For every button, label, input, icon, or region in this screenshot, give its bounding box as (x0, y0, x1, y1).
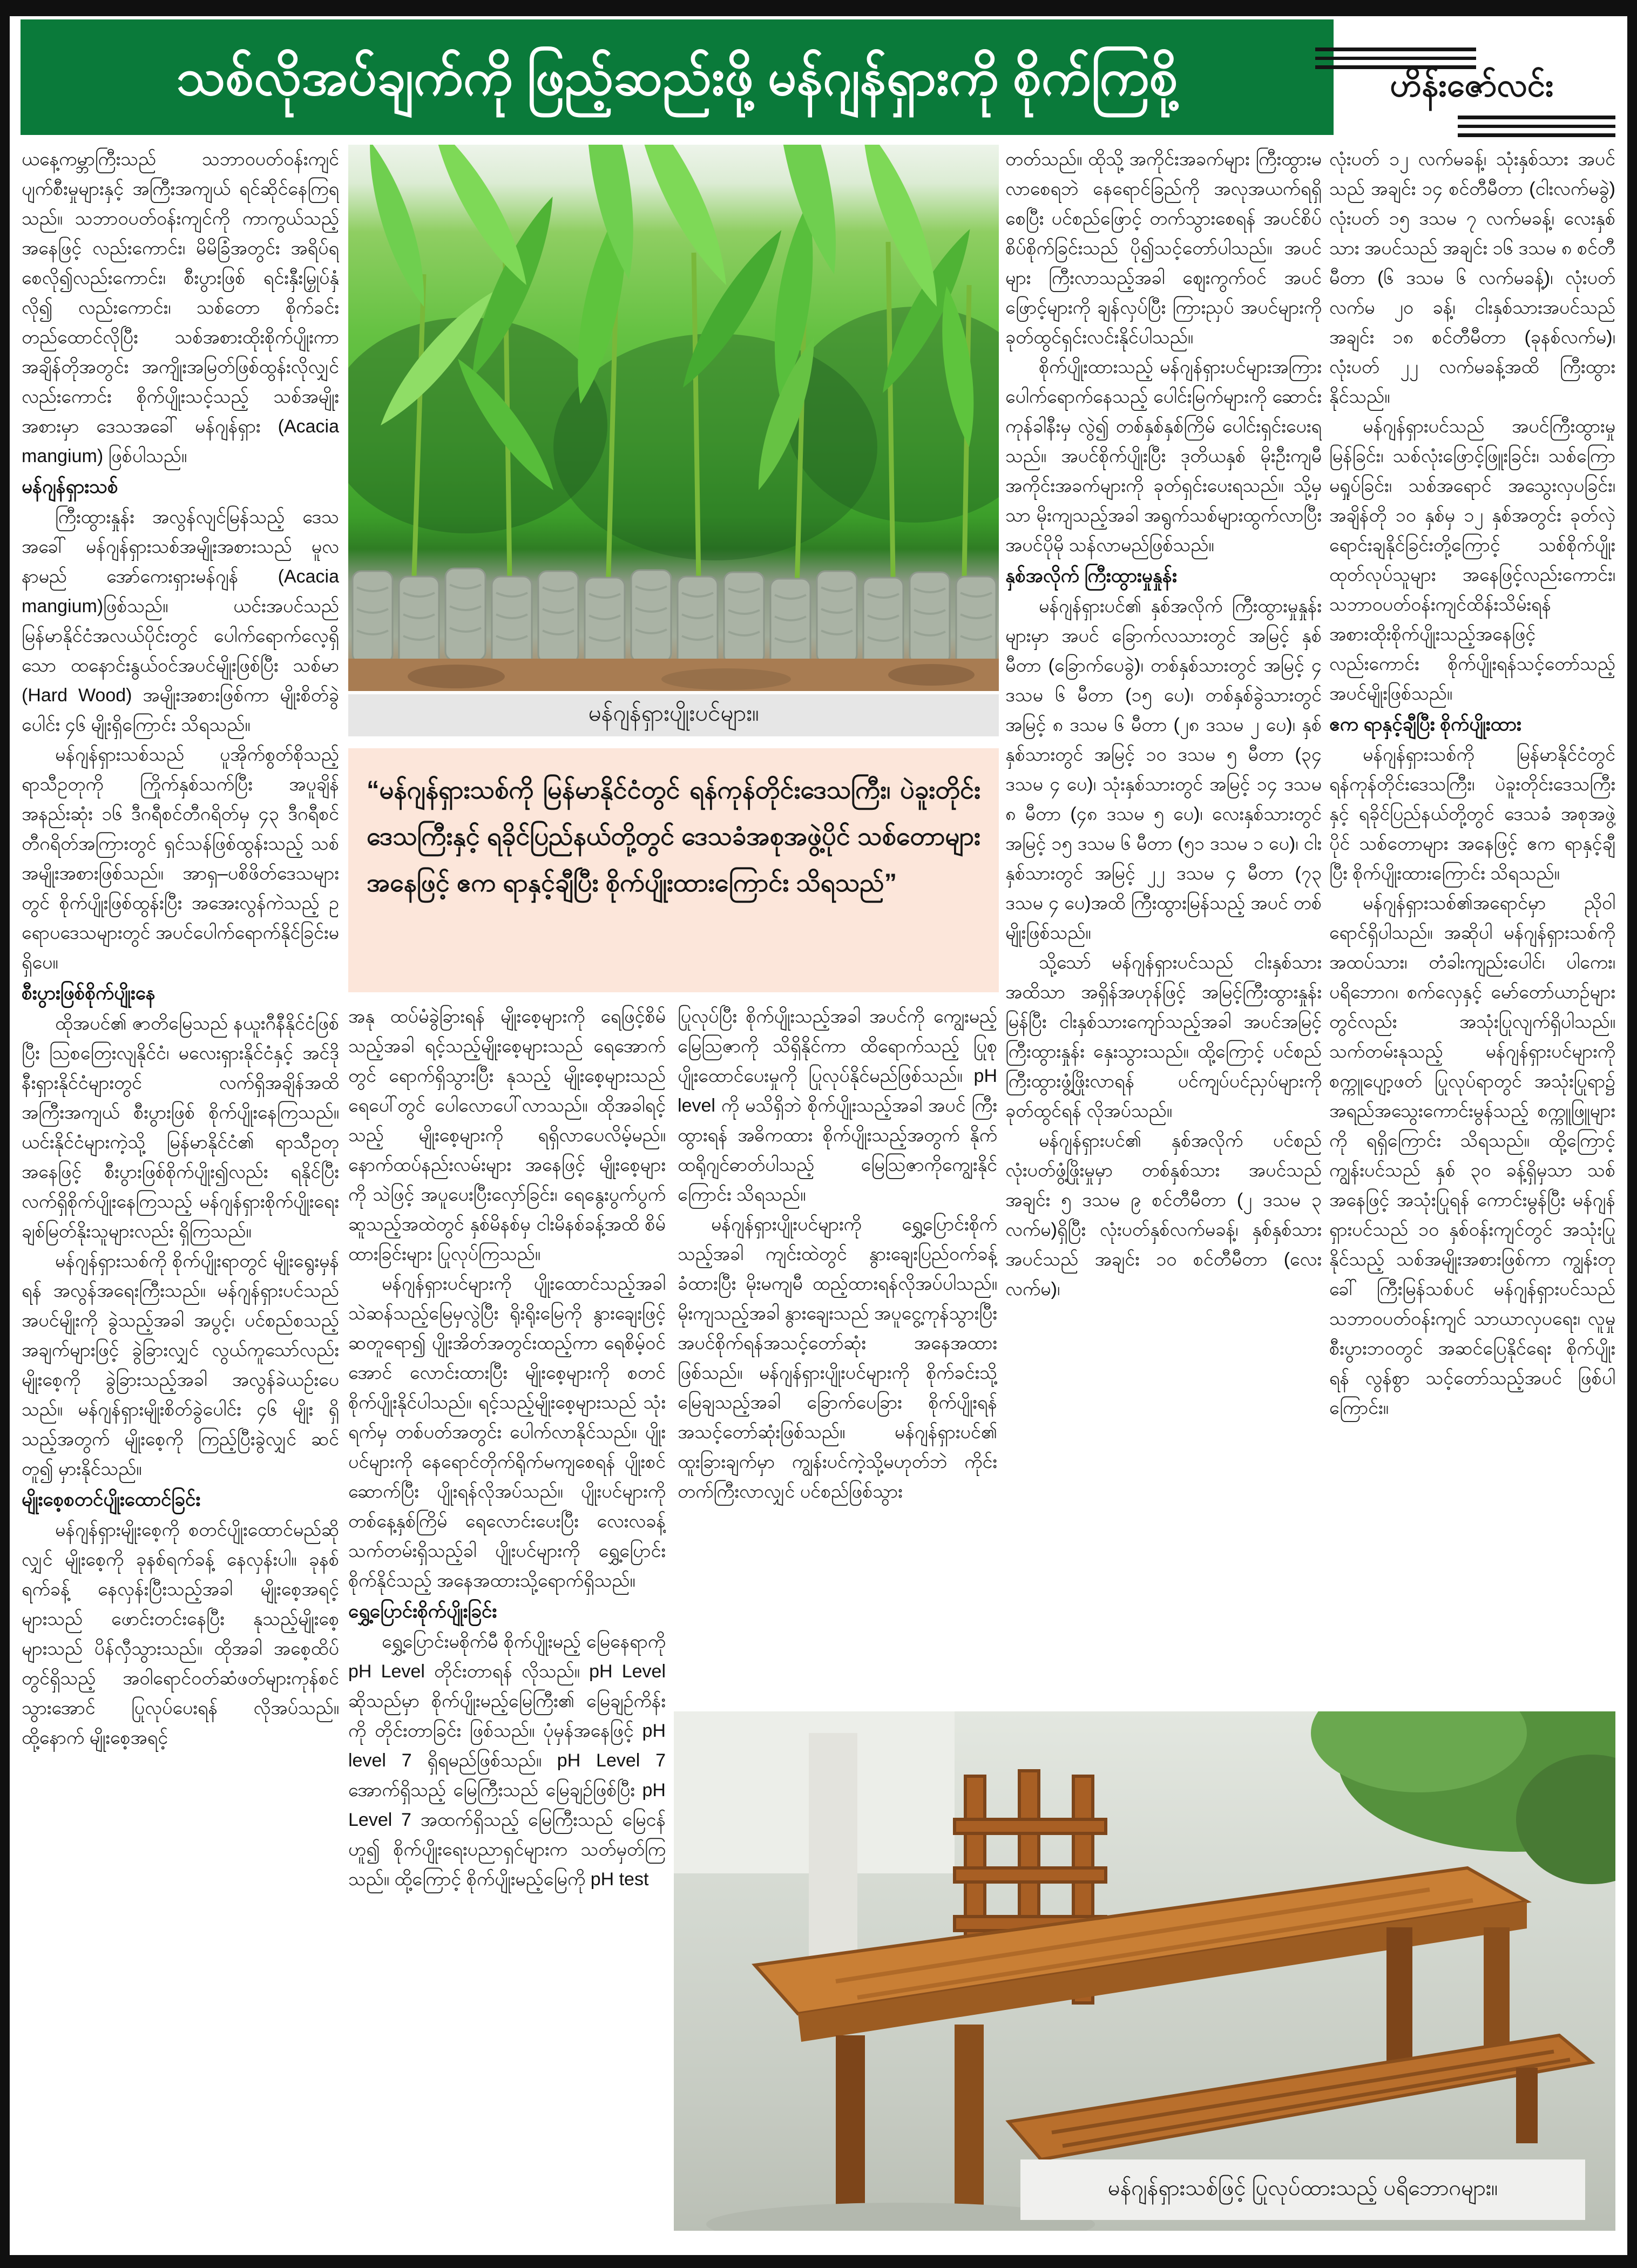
furniture-photo (674, 1711, 1615, 2231)
article-paragraph: မန်ဂျန်ရှားသစ်ကို မြန်မာနိုင်ငံတွင် ရန်ကုန်တိုင်းဒေသကြီး၊ ပဲခူးတိုင်းဒေသကြီးနှင့် ရခိုင်ပြည်နယ်တို့တွင် ဒေသခံ အစုအဖွဲ့ပိုင် သစ်တောများ အနေဖြင့် ဧက ရာနှင့်ချီပြီး စိုက်ပျိုးထားကြောင်း သိရသည်။ (1329, 744, 1615, 884)
article-paragraph: ကြီးထွားနှုန်း အလွန်လျင်မြန်သည့် ဒေသအခေါ် မန်ဂျန်ရှားသစ်အမျိုးအစားသည် မူလနာမည် အော်ကေးရှားမန်ဂျန် (Acacia mangium)ဖြစ်သည်။ ယင်းအပင်သည် မြန်မာနိုင်ငံအလယ်ပိုင်းတွင် ပေါက်ရောက်လေ့ရှိသော ထနောင်းနွယ်ဝင်အပင်မျိုးဖြစ်ပြီး သစ်မာ (Hard Wood) အမျိုးအစားဖြစ်ကာ မျိုးစိတ်ခွဲပေါင်း ၄၆ မျိုးရှိကြောင်း သိရသည်။ (22, 507, 339, 735)
article-paragraph: ယနေ့ကမ္ဘာကြီးသည် သဘာဝပတ်ဝန်းကျင် ပျက်စီးမှုများနှင့် အကြီးအကျယ် ရင်ဆိုင်နေကြရသည်။ သဘာဝပတ်ဝန်းကျင်ကို ကာကွယ်သည့်အနေဖြင့် လည်းကောင်း၊ မိမိခြံအတွင်း အရိပ်ရစေလို၍လည်းကောင်း၊ စီးပွားဖြစ် ရင်းနှီးမြှုပ်နှံလို၍ လည်းကောင်း၊ သစ်တော စိုက်ခင်းတည်ထောင်လိုပြီး သစ်အစားထိုးစိုက်ပျိုးကာ အချိန်တိုအတွင်း အကျိုးအမြတ်ဖြစ်ထွန်းလိုလျှင် လည်းကောင်း စိုက်ပျိုးသင့်သည့် သစ်အမျိုးအစားမှာ ဒေသအခေါ် မန်ဂျန်ရှား (Acacia mangium) ဖြစ်ပါသည်။ (22, 149, 339, 466)
article-paragraph: မန်ဂျန်ရှားပင်၏ နှစ်အလိုက် ကြီးထွားမှုနှုန်းများမှာ အပင် ခြောက်လသားတွင် အမြင့် နှစ်မီတာ (ခြောက်ပေခွဲ)၊ တစ်နှစ်သားတွင် အမြင့် ၄ ဒသမ ၆ မီတာ (၁၅ ပေ)၊ တစ်နှစ်ခွဲသားတွင် အမြင့် ၈ ဒသမ ၆ မီတာ (၂၈ ဒသမ ၂ ပေ)၊ နှစ်နှစ်သားတွင် အမြင့် ၁၀ ဒသမ ၅ မီတာ (၃၄ ဒသမ ၄ ပေ)၊ သုံးနှစ်သားတွင် အမြင့် ၁၄ ဒသမ ၈ မီတာ (၄၈ ဒသမ ၅ ပေ)၊ လေးနှစ်သားတွင် အမြင့် ၁၅ ဒသမ ၆ မီတာ (၅၁ ဒသမ ၁ ပေ)၊ ငါးနှစ်သားတွင် အမြင့် ၂၂ ဒသမ ၄ မီတာ (၇၃ ဒသမ ၄ ပေ)အထိ ကြီးထွားမြန်သည့် အပင် တစ်မျိုးဖြစ်သည်။ (1005, 596, 1322, 943)
byline: ဟိန်းဇော်လင်း (1390, 67, 1554, 103)
article-paragraph: ထိုအပင်၏ ဇာတိမြေသည် နယူးဂီနီနိုင်ငံဖြစ်ပြီး သြစတြေးလျနိုင်ငံ၊ မလေးရှားနိုင်ငံနှင့် အင်ဒိုနီးရှားနိုင်ငံများတွင် လက်ရှိအချိန်အထိ အကြီးအကျယ် စီးပွားဖြစ် စိုက်ပျိုးနေကြသည်။ ယင်းနိုင်ငံများကဲ့သို့ မြန်မာနိုင်ငံ၏ ရာသီဥတုအနေဖြင့် စီးပွားဖြစ်စိုက်ပျိုး၍လည်း ရနိုင်ပြီး လက်ရှိစိုက်ပျိုးနေကြသည့် မန်ဂျန်ရှားစိုက်ပျိုးရေး ချစ်မြတ်နိုးသူများလည်း ရှိကြသည်။ (22, 1013, 339, 1242)
byline-rule-bottom (1458, 116, 1615, 137)
article-paragraph: စိုက်ပျိုးထားသည့် မန်ဂျန်ရှားပင်များအကြား ပေါက်ရောက်နေသည့် ပေါင်းမြက်များကို ဆောင်းကုန်ခါနီးမှ လွဲ၍ တစ်နှစ်နှစ်ကြိမ် ပေါင်းရှင်းပေးရသည်။ အပင်စိုက်ပျိုးပြီး ဒုတိယနှစ် မိုးဦးကျမီ အကိုင်းအခက်များကို ခုတ်ရှင်းပေးရသည်။ သို့မှသာ မိုးကျသည့်အခါ အရွက်သစ်များထွက်လာပြီး အပင်ပိုမို သန်လာမည်ဖြစ်သည်။ (1005, 357, 1322, 556)
seedlings-photo-illustration (348, 145, 999, 691)
article-paragraph: လုံးပတ် ၁၂ လက်မခန့်၊ သုံးနှစ်သား အပင်သည် အချင်း ၁၄ စင်တီမီတာ (ငါးလက်မခွဲ) လုံးပတ် ၁၅ ဒသမ ၇ လက်မခန့်၊ လေးနှစ်သား အပင်သည် အချင်း ၁၆ ဒသမ ၈ စင်တီမီတာ (၆ ဒသမ ၆ လက်မခန့်)၊ လုံးပတ် လက်မ ၂၀ ခန့်၊ ငါးနှစ်သားအပင်သည် အချင်း ၁၈ စင်တီမီတာ (ခုနစ်လက်မ)၊ လုံးပတ် ၂၂ လက်မခန့်အထိ ကြီးထွားနိုင်သည်။ (1329, 149, 1615, 407)
article-paragraph: အနု ထပ်မံခွဲခြားရန် မျိုးစေ့များကို ရေဖြင့်စိမ်သည့်အခါ ရင့်သည့်မျိုးစေ့များသည် ရေအောက်တွင် ရောက်ရှိသွားပြီး နုသည့် မျိုးစေ့များသည် ရေပေါ်တွင် ပေါလောပေါ်လာသည်။ ထိုအခါရင့်သည့် မျိုးစေ့များကို ရရှိလာပေလိမ့်မည်။ နောက်ထပ်နည်းလမ်းများ အနေဖြင့် မျိုးစေ့များကို သဲဖြင့် အပူပေးပြီးလှော်ခြင်း၊ ရေနွေးပွက်ပွက်ဆူသည့်အထဲတွင် နှစ်မိနစ်မှ ငါးမိနစ်ခန့်အထိ စိမ်ထားခြင်းများ ပြုလုပ်ကြသည်။ (348, 1006, 666, 1264)
section-subhead: ရွှေ့ပြောင်းစိုက်ပျိုးခြင်း (348, 1601, 497, 1622)
furniture-photo-illustration (674, 1711, 1615, 2231)
article-paragraph: ပြုလုပ်ပြီး စိုက်ပျိုးသည့်အခါ အပင်ကို ကျွေးမည့် မြေသြဇာကို သိရှိနိုင်ကာ ထိရောက်သည့် ပြုစုပျိုးထောင်ပေးမှုကို ပြုလုပ်နိုင်မည်ဖြစ်သည်။ pH level ကို မသိရှိဘဲ စိုက်ပျိုးသည့်အခါ အပင် ကြီးထွားရန် အဓိကထား စိုက်ပျိုးသည့်အတွက် နိုက်ထရိုဂျင်ဓာတ်ပါသည့် မြေသြဇာကိုကျွေးနိုင်ကြောင်း သိရသည်။ (678, 1006, 997, 1205)
article-paragraph: မန်ဂျန်ရှားသစ်ကို စိုက်ပျိုးရာတွင် မျိုးရွေးမှန်ရန် အလွန်အရေးကြီးသည်။ မန်ဂျန်ရှားပင်သည် အပင်မျိုးကို ခွဲသည့်အခါ အပွင့်၊ ပင်စည်စသည့်အချက်များဖြင့် ခွဲခြားလျှင် လွယ်ကူသော်လည်း မျိုးစေ့ကို ခွဲခြားသည့်အခါ အလွန်ခဲယဉ်းပေသည်။ မန်ဂျန်ရှားမျိုးစိတ်ခွဲပေါင်း ၄၆ မျိုး ရှိသည့်အတွက် မျိုးစေ့ကို ကြည့်ပြီးခွဲလျှင် ဆင်တူ၍ မှားနိုင်သည်။ (22, 1251, 339, 1479)
article-paragraph: ရွှေ့ပြောင်းမစိုက်မီ စိုက်ပျိုးမည့် မြေနေရာကို pH Level တိုင်းတာရန် လိုသည်။ pH Level ဆိုသည်မှာ စိုက်ပျိုးမည့်မြေကြီး၏ မြေချဉ်ကိန်းကို တိုင်းတာခြင်း ဖြစ်သည်။ ပုံမှန်အနေဖြင့် pH level 7 ရှိရမည်ဖြစ်သည်။ pH Level 7 အောက်ရှိသည့် မြေကြီးသည် မြေချဉ်ဖြစ်ပြီး pH Level 7 အထက်ရှိသည့် မြေကြီးသည် မြေငန်ဟူ၍ စိုက်ပျိုးရေးပညာရှင်များက သတ်မှတ်ကြသည်။ ထို့ကြောင့် စိုက်ပျိုးမည့်မြေကို pH test (348, 1631, 666, 1890)
section-subhead: မျိုးစေ့စတင်ပျိုးထောင်ခြင်း (22, 1489, 201, 1510)
article-paragraph: မန်ဂျန်ရှားပင်သည် အပင်ကြီးထွားမှုမြန်ခြင်း၊ သစ်လုံးဖြောင့်ဖြူးခြင်း၊ သစ်ကြောမရှုပ်ခြင်း၊ သစ်အရောင် အသွေးလှပခြင်း၊ အချိန်တို ၁၀ နှစ်မှ ၁၂ နှစ်အတွင်း ခုတ်လှဲရောင်းချနိုင်ခြင်းတို့ကြောင့် သစ်စိုက်ပျိုးထုတ်လုပ်သူများ အနေဖြင့်လည်းကောင်း၊ သဘာဝပတ်ဝန်းကျင်ထိန်းသိမ်းရန် အစားထိုးစိုက်ပျိုးသည့်အနေဖြင့် လည်းကောင်း စိုက်ပျိုးရန်သင့်တော်သည့် အပင်မျိုးဖြစ်သည်။ (1329, 416, 1615, 704)
pull-quote: “မန်ဂျန်ရှားသစ်ကို မြန်မာနိုင်ငံတွင် ရန်ကုန်တိုင်းဒေသကြီး၊ ပဲခူးတိုင်းဒေသကြီးနှင့် ရခိုင်ပြည်နယ်တို့တွင် ဒေသခံအစုအဖွဲ့ပိုင် သစ်တောများအနေဖြင့် ဧက ရာနှင့်ချီပြီး စိုက်ပျိုးထားကြောင်း သိရသည်” (348, 748, 999, 992)
article-paragraph: သို့သော် မန်ဂျန်ရှားပင်သည် ငါးနှစ်သားအထိသာ အရှိန်အဟုန်ဖြင့် အမြင့်ကြီးထွားနှုန်းမြန်ပြီး ငါးနှစ်သားကျော်သည့်အခါ အပင်အမြင့်ကြီးထွားနှုန်း နှေးသွားသည်။ ထို့ကြောင့် ပင်စည်ကြီးထွားဖွံ့ဖြိုးလာရန် ပင်ကျပ်ပင်ညှပ်များကို ခုတ်ထွင်ရန် လိုအပ်သည်။ (1005, 952, 1322, 1121)
article-paragraph: မန်ဂျန်ရှားသစ်သည် ပူအိုက်စွတ်စိုသည့် ရာသီဥတုကို ကြိုက်နှစ်သက်ပြီး အပူချိန်အနည်းဆုံး ၁၆ ဒီဂရီစင်တီဂရိတ်မှ ၄၃ ဒီဂရီစင်တီဂရိတ်အကြားတွင် ရှင်သန်ဖြစ်ထွန်းသည့် သစ်အမျိုးအစားဖြစ်သည်။ အာရှ–ပစိဖိတ်ဒေသများတွင် စိုက်ပျိုးဖြစ်ထွန်းပြီး အအေးလွန်ကဲသည့် ဥရောပဒေသများတွင် အပင်ပေါက်ရောက်နိုင်ခြင်းမရှိပေ။ (22, 744, 339, 973)
seedlings-photo-caption: မန်ဂျန်ရှားပျိုးပင်များ။ (348, 694, 999, 736)
section-subhead: နှစ်အလိုက် ကြီးထွားမှုနှုန်း (1005, 565, 1177, 586)
article-paragraph: မန်ဂျန်ရှားမျိုးစေ့ကို စတင်ပျိုးထောင်မည်ဆိုလျှင် မျိုးစေ့ကို ခုနစ်ရက်ခန့် နေလှန်းပါ။ ခုနစ်ရက်ခန့် နေလှန်းပြီးသည့်အခါ မျိုးစေ့အရင့်များသည် ဖောင်းတင်းနေပြီး နုသည့်မျိုးစေ့များသည် ပိန်လှီသွားသည်။ ထိုအခါ အစေ့ထိပ်တွင်ရှိသည့် အဝါရောင်ဝတ်ဆံဖတ်များကုန်စင်သွားအောင် ပြုလုပ်ပေးရန် လိုအပ်သည်။ ထို့နောက် မျိုးစေ့အရင့် (22, 1520, 339, 1748)
headline-banner (21, 19, 1334, 135)
section-subhead: ဧက ရာနှင့်ချီပြီး စိုက်ပျိုးထား (1329, 714, 1521, 735)
article-column-3 (678, 1002, 997, 1704)
article-paragraph: မန်ဂျန်ရှားပင်များကို ပျိုးထောင်သည့်အခါ သဲဆန်သည့်မြေမှလွဲပြီး ရိုးရိုးမြေကို နွားချေးဖြင့်ဆတူရော၍ ပျိုးအိတ်အတွင်းထည့်ကာ ရေစိမ့်ဝင်အောင် လောင်းထားပြီး မျိုးစေ့များကို စတင်စိုက်ပျိုးနိုင်ပါသည်။ ရင့်သည့်မျိုးစေ့များသည် သုံးရက်မှ တစ်ပတ်အတွင်း ပေါက်လာနိုင်သည်။ ပျိုးပင်များကို နေရောင်တိုက်ရိုက်မကျစေရန် ပျိုးစင်ဆောက်ပြီး ပျိုးရန်လိုအပ်သည်။ ပျိုးပင်များကို တစ်နေ့နှစ်ကြိမ် ရေလောင်းပေးပြီး လေးလခန့်သက်တမ်းရှိသည့်ခါ ပျိုးပင်များကို ရွှေ့ပြောင်းစိုက်နိုင်သည့် အနေအထားသို့ရောက်ရှိသည်။ (348, 1274, 666, 1591)
section-subhead: မန်ဂျန်ရှားသစ် (22, 476, 118, 497)
article-paragraph: မန်ဂျန်ရှားသစ်၏အရောင်မှာ ညိုဝါရောင်ရှိပါသည်။ အဆိုပါ မန်ဂျန်ရှားသစ်ကို အထပ်သား၊ တံခါးကျည်းပေါင်၊ ပါကေး၊ ပရိဘောဂ၊ စက်လှေနှင့် မော်တော်ယာဉ်များတွင်လည်း အသုံးပြုလျက်ရှိပါသည်။ သက်တမ်းနုသည့် မန်ဂျန်ရှားပင်များကို စက္ကူပျော့ဖတ် ပြုလုပ်ရာတွင် အသုံးပြုရာ၌ အရည်အသွေးကောင်းမွန်သည့် စက္ကူဖြူများကို ရရှိကြောင်း သိရသည်။ ထို့ကြောင့် ကျွန်းပင်သည် နှစ် ၃၀ ခန့်ရှိမှသာ သစ်အနေဖြင့် အသုံးပြုရန် ကောင်းမွန်ပြီး မန်ဂျန်ရှားပင်သည် ၁၀ နှစ်ဝန်းကျင်တွင် အသုံးပြုနိုင်သည့် သစ်အမျိုးအစားဖြစ်ကာ ကျွန်းတုခေါ် ကြီးမြန်သစ်ပင် မန်ဂျန်ရှားပင်သည် သဘာဝပတ်ဝန်းကျင် သာယာလှပရေး၊ လူမှုစီးပွားဘဝတွင် အဆင်ပြေနိုင်ရေး စိုက်ပျိုးရန် လွန်စွာ သင့်တော်သည့်အပင် ဖြစ်ပါကြောင်း။ (1329, 893, 1615, 1418)
page-title: သစ်လိုအပ်ချက်ကို ဖြည့်ဆည်းဖို့ မန်ဂျန်ရှားကို စိုက်ကြစို့ (176, 49, 1178, 106)
article-column-5 (1329, 145, 1615, 1705)
article-paragraph: မန်ဂျန်ရှားပျိုးပင်များကို ရွှေ့ပြောင်းစိုက်သည့်အခါ ကျင်းထဲတွင် နွားချေးပြည်ဝက်ခန့်ခံထားပြီး မိုးမကျမီ ထည့်ထားရန်လိုအပ်ပါသည်။ မိုးကျသည့်အခါ နွားချေးသည် အပူငွေ့ကုန်သွားပြီး အပင်စိုက်ရန်အသင့်တော်ဆုံး အနေအထားဖြစ်သည်။ မန်ဂျန်ရှားပျိုးပင်များကို စိုက်ခင်းသို့ မြေချသည့်အခါ ခြောက်ပေခြား စိုက်ပျိုးရန် အသင့်တော်ဆုံးဖြစ်သည်။ မန်ဂျန်ရှားပင်၏ ထူးခြားချက်မှာ ကျွန်းပင်ကဲ့သို့မဟုတ်ဘဲ ကိုင်းတက်ကြီးလာလျှင် ပင်စည်ဖြစ်သွား (678, 1214, 997, 1502)
furniture-photo-caption: မန်ဂျန်ရှားသစ်ဖြင့် ပြုလုပ်ထားသည့် ပရိဘောဂများ။ (1020, 2159, 1585, 2220)
seedlings-photo (348, 145, 999, 691)
section-subhead: စီးပွားဖြစ်စိုက်ပျိုးနေ (22, 983, 155, 1004)
article-paragraph: တတ်သည်။ ထိုသို့ အကိုင်းအခက်များ ကြီးထွားမလာစေရဘဲ နေရောင်ခြည်ကို အလုအယက်ရရှိစေပြီး ပင်စည်ဖြောင့် တက်သွားစေရန် အပင်စိပ်စိပ်စိုက်ခြင်းသည် ပို၍သင့်တော်ပါသည်။ အပင်များ ကြီးလာသည့်အခါ ဈေးကွက်ဝင် အပင်ဖြောင့်များကို ချန်လှပ်ပြီး ကြားညှပ် အပင်များကို ခုတ်ထွင်ရှင်းလင်းနိုင်ပါသည်။ (1005, 149, 1322, 348)
article-column-1 (22, 145, 339, 2250)
article-column-2 (348, 1002, 666, 2250)
article-column-4 (1005, 145, 1322, 1705)
article-paragraph: မန်ဂျန်ရှားပင်၏ နှစ်အလိုက် ပင်စည်လုံးပတ်ဖွံ့ဖြိုးမှုမှာ တစ်နှစ်သား အပင်သည် အချင်း ၅ ဒသမ ၉ စင်တီမီတာ (၂ ဒသမ ၃ လက်မ)ရှိပြီး လုံးပတ်နှစ်လက်မခန့်၊ နှစ်နှစ်သား အပင်သည် အချင်း ၁၀ စင်တီမီတာ (လေးလက်မ)၊ (1005, 1130, 1322, 1299)
